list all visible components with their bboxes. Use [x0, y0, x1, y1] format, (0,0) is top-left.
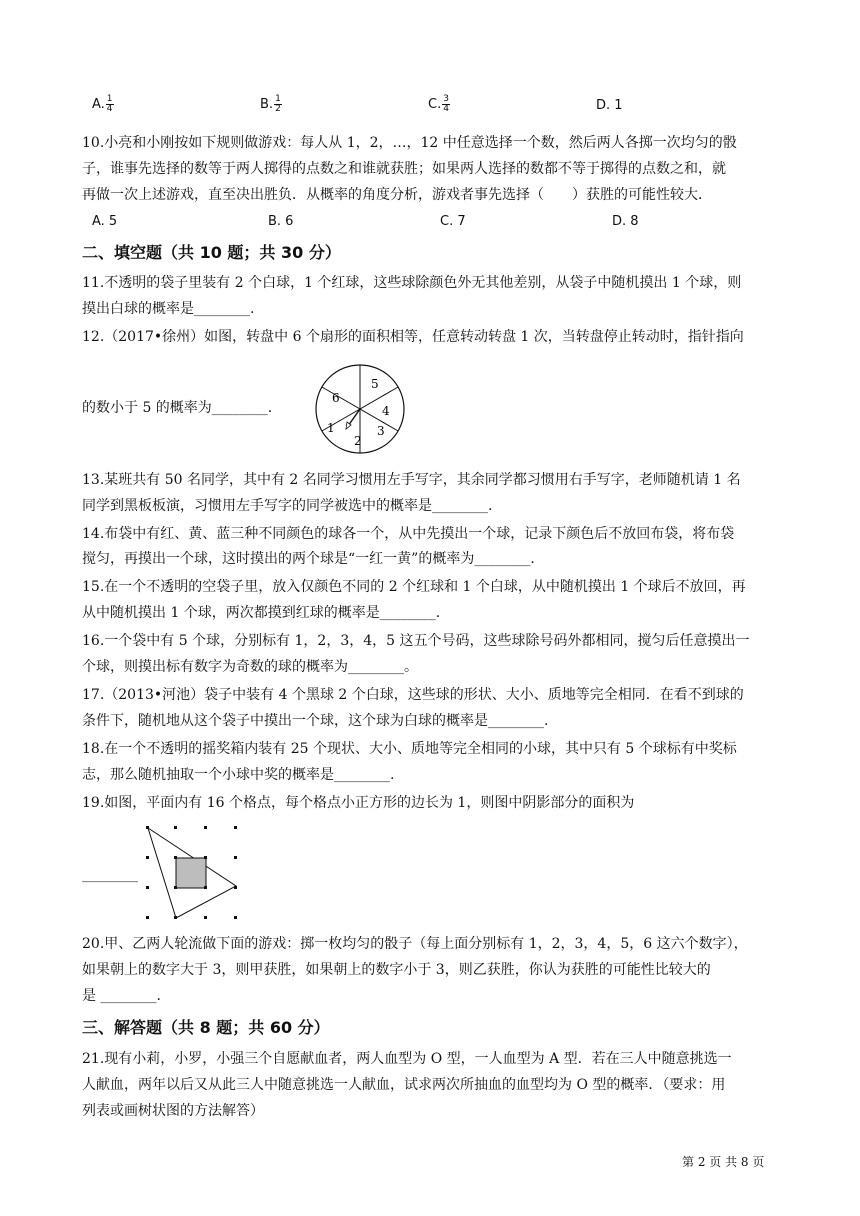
q14-line-1: 14.布袋中有红、黄、蓝三种不同颜色的球各一个，从中先摸出一个球，记录下颜色后不放回布袋，将布袋 — [82, 526, 735, 542]
q15-line-1: 15.在一个不透明的空袋子里，放入仅颜色不同的 2 个红球和 1 个白球，从中随机摸出 1 个球后不放回，再 — [82, 579, 746, 595]
q10-line-2: 子，谁事先选择的数等于两人掷得的点数之和谁就获胜；如果两人选择的数都不等于掷得的点数之和，就 — [82, 161, 726, 177]
q20-line-1: 20.甲、乙两人轮流做下面的游戏：掷一枚均匀的骰子（每上面分别标有 1，2，3，4，5，6 这六个数字）， — [82, 936, 748, 952]
section-solve-heading: 三、解答题（共 8 题；共 60 分） — [82, 1018, 330, 1037]
q17-line-2: 条件下，随机地从这个袋子中摸出一个球，这个球为白球的概率是________. — [82, 713, 549, 729]
q18-line-1: 18.在一个不透明的摇奖箱内装有 25 个现状、大小、质地等完全相同的小球，其中只有 5 个球标有中奖标 — [82, 741, 737, 757]
q10-option-b: B. 6 — [268, 214, 294, 229]
q10-line-3: 再做一次上述游戏，直至决出胜负．从概率的角度分析，游戏者事先选择（ ）获胜的可能性较大． — [82, 187, 712, 203]
spinner-number-4: 4 — [382, 404, 390, 418]
q19-line-1: 19.如图，平面内有 16 个格点，每个格点小正方形的边长为 1，则图中阴影部分的面积为 — [82, 795, 635, 811]
spinner-number-5: 5 — [371, 377, 379, 391]
lattice-figure — [140, 822, 240, 922]
q10-line-1: 10.小亮和小刚按如下规则做游戏：每人从 1，2，…，12 中任意选择一个数，然后两人各掷一次均匀的骰 — [82, 135, 737, 151]
q21-line-2: 人献血，两年以后又从此三人中随意挑选一人献血，试求两次所抽血的血型均为 O 型的概率．（要求：用 — [82, 1077, 726, 1093]
q17-line-1: 17.（2013•河池）袋子中装有 4 个黑球 2 个白球，这些球的形状、大小、质地等完全相同．在看不到球的 — [82, 687, 744, 703]
spinner-number-3: 3 — [377, 424, 385, 438]
q16-line-1: 16.一个袋中有 5 个球，分别标有 1，2，3，4，5 这五个号码，这些球除号码外都相同，搅匀后任意摸出一 — [82, 633, 750, 649]
q20-line-2: 如果朝上的数字大于 3，则甲获胜，如果朝上的数字小于 3，则乙获胜，你认为获胜的可能性比较大的 — [82, 962, 711, 978]
q15-line-2: 从中随机摸出 1 个球，两次都摸到红球的概率是________. — [82, 605, 441, 621]
q10-option-d: D. 8 — [612, 214, 639, 229]
q10-option-a: A. 5 — [92, 214, 118, 229]
page-footer: 第 2 页 共 8 页 — [682, 1155, 765, 1169]
q9-option-a: A. $\frac{1}{4}$ — [92, 94, 113, 114]
q12-line-1: 12.（2017•徐州）如图，转盘中 6 个扇形的面积相等，任意转动转盘 1 次，当转盘停止转动时，指针指向 — [82, 329, 744, 345]
q21-line-1: 21.现有小莉，小罗，小强三个自愿献血者，两人血型为 O 型，一人血型为 A 型．若在三人中随意挑选一 — [82, 1051, 732, 1067]
spinner-number-6: 6 — [332, 391, 340, 405]
q11-line-2: 摸出白球的概率是________. — [82, 301, 255, 317]
spinner-number-1: 1 — [327, 421, 335, 435]
q16-line-2: 个球，则摸出标有数字为奇数的球的概率为________。 — [82, 659, 418, 675]
q9-option-b: B. $\frac{1}{2}$ — [260, 94, 281, 114]
q20-line-3: 是 ________. — [82, 988, 161, 1004]
spinner-number-2: 2 — [354, 434, 362, 448]
shaded-square — [176, 858, 206, 888]
q18-line-2: 志，那么随机抽取一个小球中奖的概率是________. — [82, 767, 395, 783]
spinner-figure — [310, 362, 410, 456]
section-fill-in-heading: 二、填空题（共 10 题；共 30 分） — [82, 243, 341, 262]
q13-line-1: 13.某班共有 50 名同学，其中有 2 名同学习惯用左手写字，其余同学都习惯用右手写字，老师随机请 1 名 — [82, 472, 741, 488]
q13-line-2: 同学到黑板板演，习惯用左手写字的同学被选中的概率是________. — [82, 498, 493, 514]
q12-line-2: 的数小于 5 的概率为________. — [82, 400, 273, 416]
q9-option-c: C. $\frac{3}{4}$ — [428, 94, 449, 114]
q14-line-2: 搅匀，再摸出一个球，这时摸出的两个球是“一红一黄”的概率为________. — [82, 551, 535, 567]
q10-option-c: C. 7 — [440, 214, 466, 229]
q11-line-1: 11.不透明的袋子里装有 2 个白球，1 个红球，这些球除颜色外无其他差别，从袋子中随机摸出 1 个球，则 — [82, 275, 742, 291]
q9-option-d: D. 1 — [596, 98, 623, 113]
q21-line-3: 列表或画树状图的方法解答） — [82, 1103, 264, 1119]
q19-answer-blank: ________ — [82, 867, 138, 883]
